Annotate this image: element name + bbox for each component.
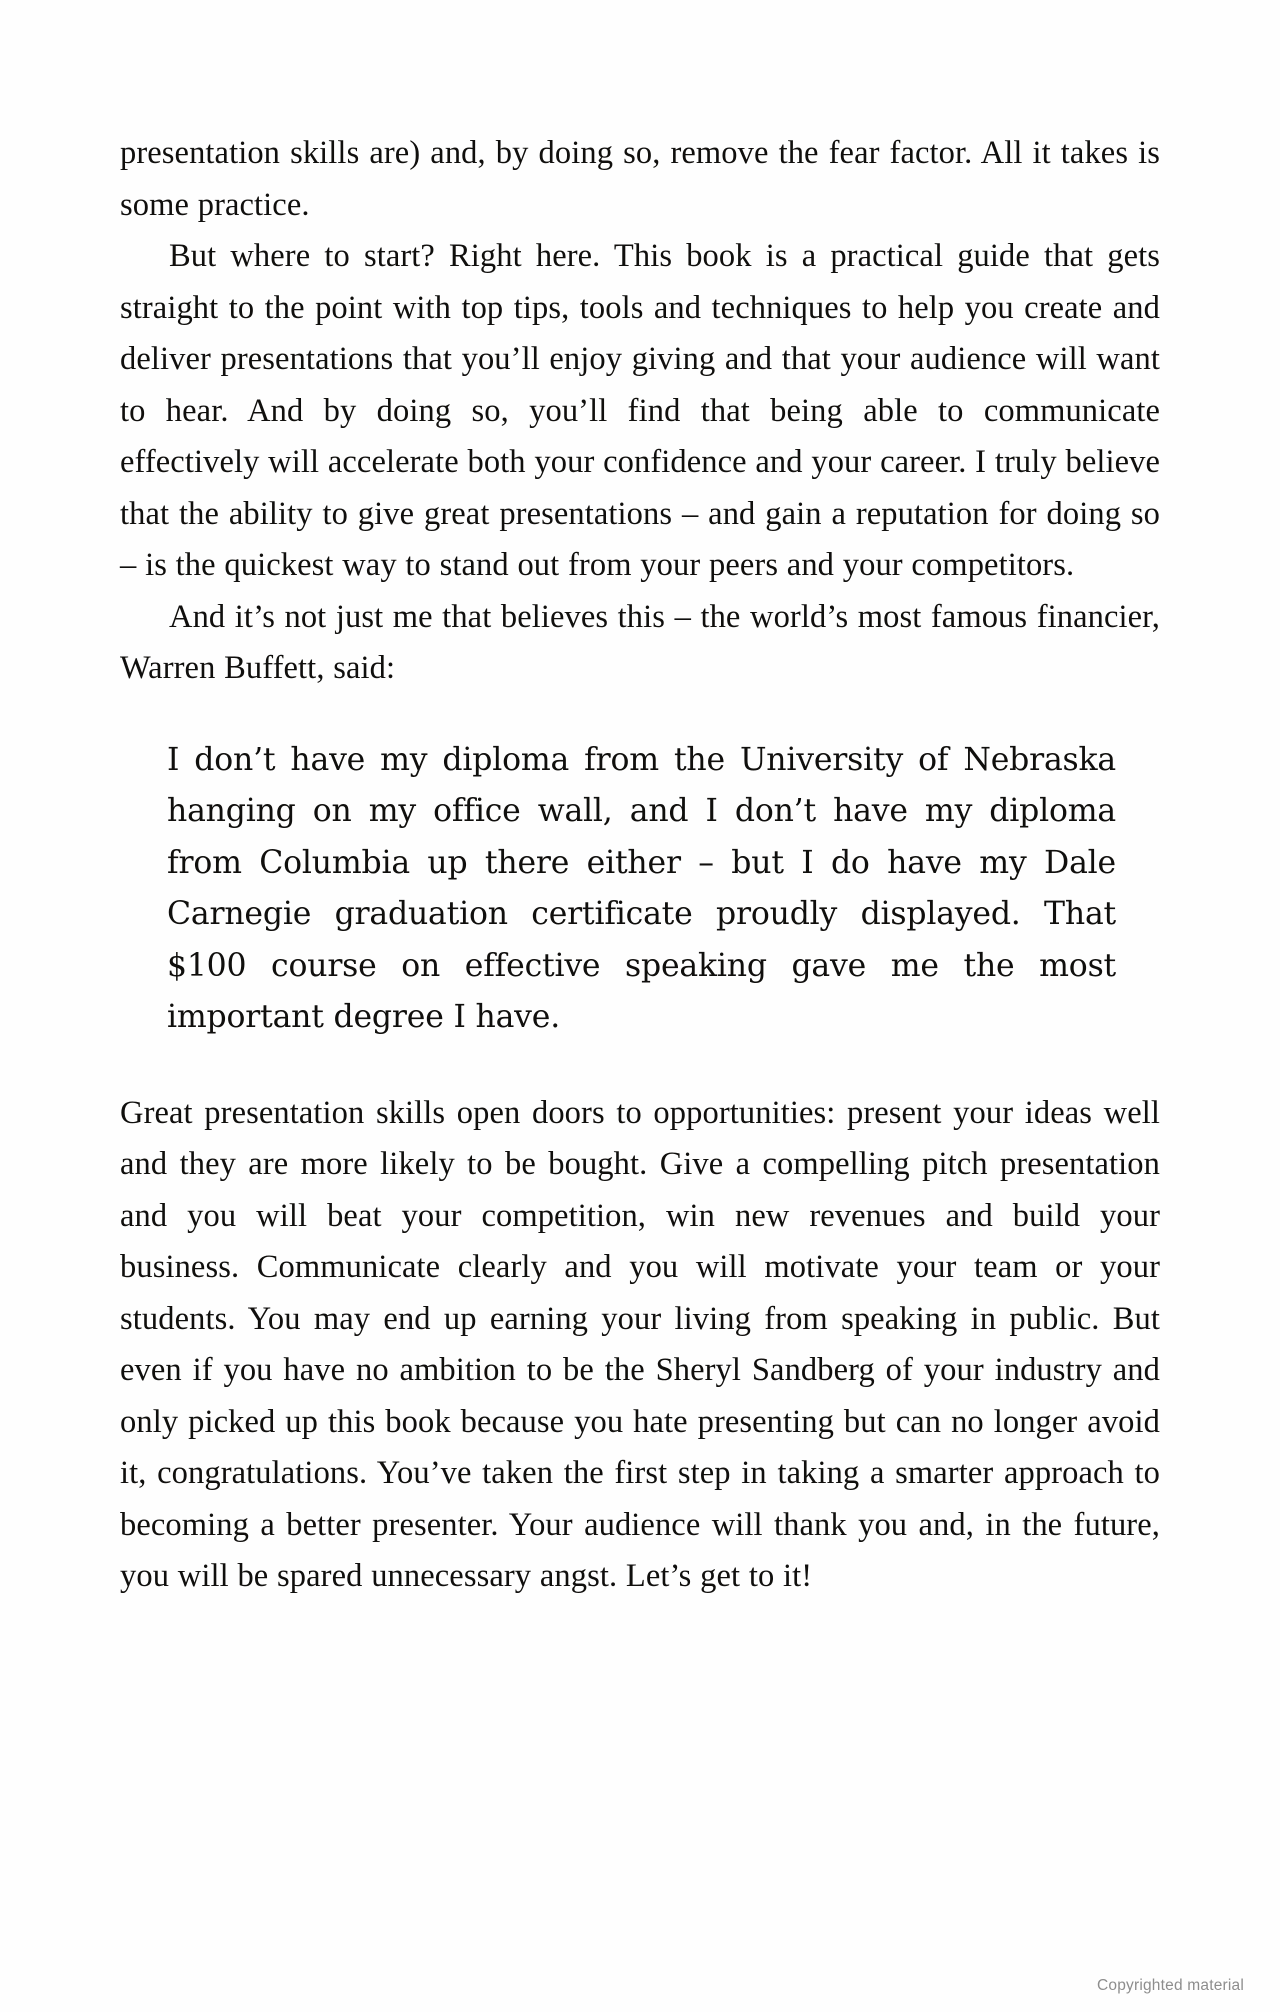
paragraph-continuation: presentation skills are) and, by doing so, remove the fear factor. All it takes is some practice. [120, 135, 1160, 223]
copyright-notice: Copyrighted material [1096, 1977, 1244, 1994]
quote-spacer-above [120, 695, 1160, 735]
paragraph-buffett-intro: And it’s not just me that believes this – the world’s most famous financier, Warren Buffett, said: [120, 598, 1160, 686]
buffett-quote: I don’t have my diploma from the University of Nebraska hanging on my office wall, and I don’t have my diploma from Columbia up there either – but I do have my Dale Carnegie graduation certificate proudly displayed. That $100 course on effective speaking gave me the most important degree I have. [167, 741, 1116, 1035]
page-body-content [120, 128, 1160, 1603]
paragraph-where-to-start: But where to start? Right here. This book is a practical guide that gets straight to the point with top tips, tools and techniques to help you create and deliver presentations that you’ll enjoy giving and that your audience will want to hear. And by doing so, you’ll find that being able to communicate effectively will accelerate both your confidence and your career. I truly believe that the ability to give great presentations – and gain a reputation for doing so – is the quickest way to stand out from your peers and your competitors. [120, 238, 1160, 583]
quote-spacer-below [120, 1044, 1160, 1088]
paragraph-great-presentation-skills: Great presentation skills open doors to opportunities: present your ideas well and they are more likely to be bought. Give a compelling pitch presentation and you will beat your competition, win new revenues and build your business. Communicate clearly and you will motivate your team or your students. You may end up earning your living from speaking in public. But even if you have no ambition to be the Sheryl Sandberg of your industry and only picked up this book because you hate presenting but can no longer avoid it, congratulations. You’ve taken the first step in taking a smarter approach to becoming a better presenter. Your audience will thank you and, in the future, you will be spared unnecessary angst. Let’s get to it! [120, 1094, 1160, 1594]
blockquote-container [167, 735, 1116, 1044]
